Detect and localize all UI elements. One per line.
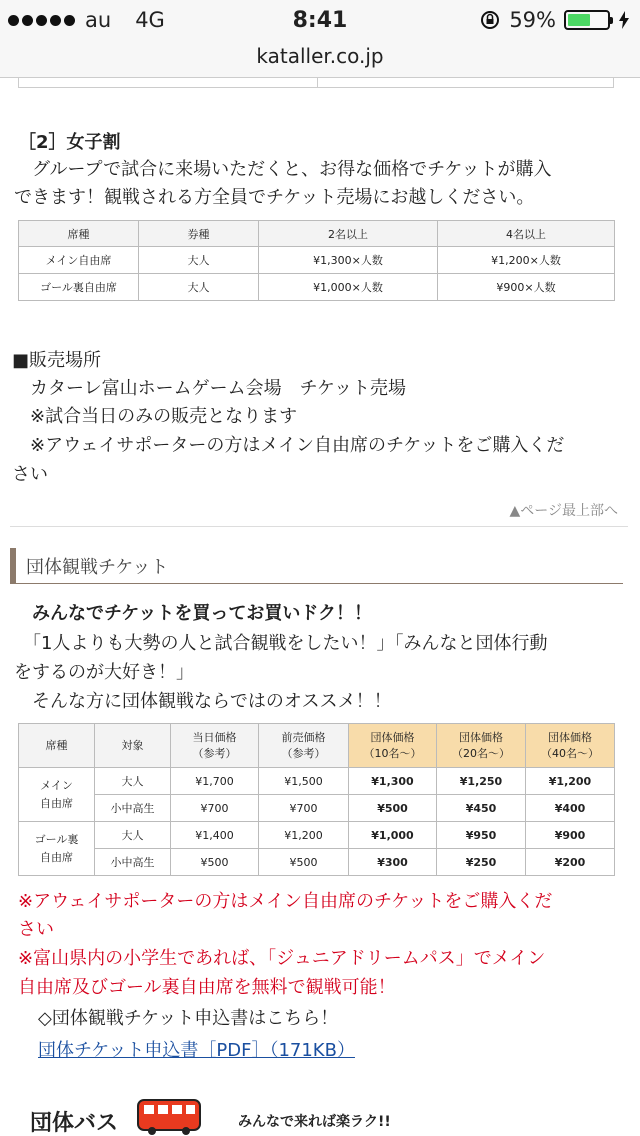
table-header-row bbox=[19, 221, 615, 247]
table-cell: ¥1,500 bbox=[259, 768, 349, 795]
section-desc-line1: グループで試合に来場いただくと、お得な価格でチケットが購入 bbox=[14, 159, 552, 180]
bus-tagline: みんなで来れば楽ラク!! bbox=[238, 1114, 391, 1130]
sales-title: ■販売場所 bbox=[12, 350, 102, 371]
network-label: 4G bbox=[135, 8, 165, 32]
battery-fill bbox=[568, 14, 590, 26]
url-bar[interactable] bbox=[0, 44, 640, 78]
previous-table-bottom bbox=[18, 78, 614, 88]
table-cell: ¥1,200 bbox=[259, 822, 349, 849]
table-row bbox=[19, 768, 615, 795]
group-quote3: そんな方に団体観戦ならではのオススメ！！ bbox=[14, 691, 392, 712]
table-header: 対象 bbox=[95, 724, 171, 768]
table-cell: ¥400 bbox=[526, 795, 615, 822]
table-cell: ¥1,300×人数 bbox=[259, 247, 438, 274]
table-header: 券種 bbox=[139, 221, 259, 247]
table-cell: ¥950 bbox=[437, 822, 526, 849]
table-cell: 大人 bbox=[95, 768, 171, 795]
table-cell: ¥1,300 bbox=[349, 768, 437, 795]
table-cell: ¥200 bbox=[526, 849, 615, 876]
table-header: 当日価格 （参考） bbox=[171, 724, 259, 768]
table-row bbox=[19, 849, 615, 876]
group-section-title: 団体観戦チケット bbox=[26, 557, 169, 578]
table-cell: ¥1,000×人数 bbox=[259, 274, 438, 301]
table-cell: ¥500 bbox=[171, 849, 259, 876]
table-cell: ¥500 bbox=[349, 795, 437, 822]
table-cell-seat: メイン 自由席 bbox=[19, 768, 95, 822]
table-cell: ¥250 bbox=[437, 849, 526, 876]
clock: 8:41 bbox=[292, 8, 348, 33]
away-note-line1: ※アウェイサポーターの方はメイン自由席のチケットをご購入くだ bbox=[18, 891, 553, 912]
divider bbox=[10, 526, 628, 527]
section-title-joshi: ［2］女子割 bbox=[18, 132, 121, 153]
group-headline: みんなでチケットを買ってお買いドク！！ bbox=[14, 603, 373, 624]
table-cell: ¥1,200 bbox=[526, 768, 615, 795]
junior-note-line1: ※富山県内の小学生であれば、「ジュニアドリームパス」でメイン bbox=[18, 948, 546, 969]
group-price-table bbox=[18, 723, 615, 876]
battery-percent: 59% bbox=[509, 8, 556, 32]
rotation-lock-icon bbox=[479, 9, 501, 31]
table-header: 席種 bbox=[19, 221, 139, 247]
table-cell: ¥500 bbox=[259, 849, 349, 876]
sales-note2a: ※アウェイサポーターの方はメイン自由席のチケットをご購入くだ bbox=[30, 435, 565, 456]
url-text: kataller.co.jp bbox=[256, 44, 384, 68]
sales-note2b: さい bbox=[12, 464, 48, 485]
table-cell: ¥450 bbox=[437, 795, 526, 822]
table-row bbox=[19, 795, 615, 822]
table-cell: 大人 bbox=[139, 274, 259, 301]
bus-icon bbox=[136, 1098, 204, 1136]
group-quote2: をするのが大好き！」 bbox=[14, 662, 194, 683]
group-form-pdf-link[interactable]: 団体チケット申込書［PDF］（171KB） bbox=[38, 1040, 355, 1061]
table-row bbox=[19, 822, 615, 849]
table-cell: メイン自由席 bbox=[19, 247, 139, 274]
form-note: ◇団体観戦チケット申込書はこちら！ bbox=[38, 1008, 339, 1029]
sales-place: カターレ富山ホームゲーム会場 チケット売場 bbox=[30, 378, 407, 399]
table-header-highlight: 団体価格 （20名～） bbox=[437, 724, 526, 768]
junior-note-line2: 自由席及びゴール裏自由席を無料で観戦可能！ bbox=[18, 977, 396, 998]
group-quote1: 「1人よりも大勢の人と試合観戦をしたい！」「みんなと団体行動 bbox=[14, 633, 548, 654]
battery-icon bbox=[564, 10, 610, 30]
table-cell: 大人 bbox=[139, 247, 259, 274]
table-cell: ¥300 bbox=[349, 849, 437, 876]
table-row bbox=[19, 274, 615, 301]
section-desc-line2: できます！観戦される方全員でチケット売場にお越しください。 bbox=[14, 187, 535, 208]
table-cell: ¥700 bbox=[259, 795, 349, 822]
table-header: 席種 bbox=[19, 724, 95, 768]
table-header-highlight: 団体価格 （10名～） bbox=[349, 724, 437, 768]
sales-note1: ※試合当日のみの販売となります bbox=[30, 406, 298, 427]
table-header-row bbox=[19, 724, 615, 768]
table-header-highlight: 団体価格 （40名～） bbox=[526, 724, 615, 768]
page-top-link[interactable]: ▲ページ最上部へ bbox=[509, 503, 618, 519]
table-cell: 小中高生 bbox=[95, 795, 171, 822]
group-section-band bbox=[10, 548, 623, 584]
table-cell: 大人 bbox=[95, 822, 171, 849]
table-cell: 小中高生 bbox=[95, 849, 171, 876]
table-cell-seat: ゴール裏 自由席 bbox=[19, 822, 95, 876]
bus-title: 団体バス bbox=[30, 1111, 119, 1136]
table-cell: ¥900×人数 bbox=[438, 274, 615, 301]
status-bar bbox=[0, 0, 640, 44]
table-cell: ¥1,700 bbox=[171, 768, 259, 795]
table-row bbox=[19, 247, 615, 274]
table-cell: ¥900 bbox=[526, 822, 615, 849]
table-cell: ¥700 bbox=[171, 795, 259, 822]
table-cell: ¥1,400 bbox=[171, 822, 259, 849]
table-cell: ゴール裏自由席 bbox=[19, 274, 139, 301]
table-cell: ¥1,250 bbox=[437, 768, 526, 795]
table-header: 前売価格 （参考） bbox=[259, 724, 349, 768]
carrier-label: au bbox=[85, 8, 112, 32]
away-note-line2: さい bbox=[18, 919, 54, 940]
charging-icon bbox=[618, 10, 630, 30]
table-cell: ¥1,200×人数 bbox=[438, 247, 615, 274]
joshi-price-table bbox=[18, 220, 615, 301]
table-cell: ¥1,000 bbox=[349, 822, 437, 849]
table-header: 4名以上 bbox=[438, 221, 615, 247]
table-header: 2名以上 bbox=[259, 221, 438, 247]
